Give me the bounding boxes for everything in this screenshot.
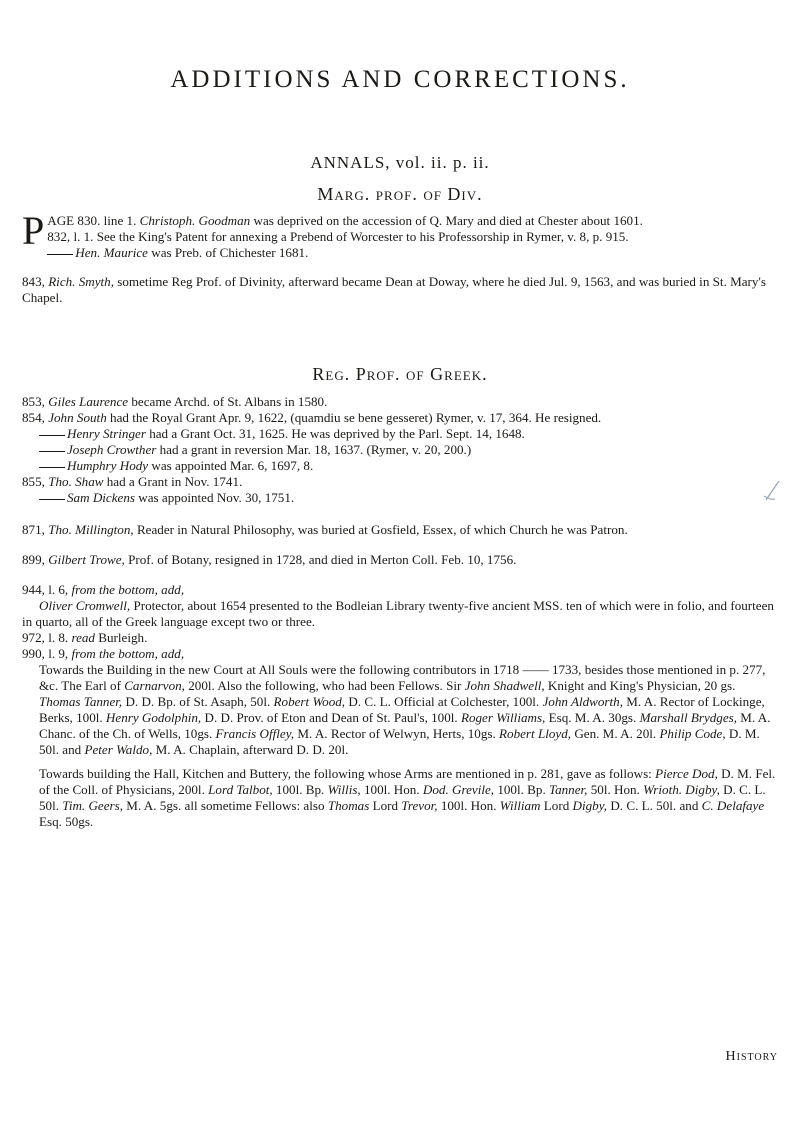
entry-page-843: 843, Rich. Smyth, sometime Reg Prof. of Divinity, afterward became Dean at Doway, where he died Jul. 9, 1563, and was buried in St. Mary's Chapel. <box>22 274 766 305</box>
entry-page-854: 854, John South had the Royal Grant Apr. 9, 1622, (quamdiu se bene gesseret) Rymer, v. 17, 364. He resigned. <box>22 410 602 425</box>
entry-crowther: Joseph Crowther had a grant in reversion Mar. 18, 1637. (Rymer, v. 20, 200.) <box>22 442 780 458</box>
entry-maurice: Hen. Maurice was Preb. of Chichester 1681. <box>22 245 780 261</box>
entry-page-899: 899, Gilbert Trowe, Prof. of Botany, resigned in 1728, and died in Merton Coll. Feb. 10, 1756. <box>22 552 517 567</box>
entry-page-853: 853, Giles Laurence became Archd. of St. Albans in 1580. <box>22 394 328 409</box>
entry-dickens: Sam Dickens was appointed Nov. 30, 1751. <box>22 490 780 506</box>
page-title: ADDITIONS AND CORRECTIONS. <box>170 66 630 93</box>
entry-page-855: 855, Tho. Shaw had a Grant in Nov. 1741. <box>22 474 243 489</box>
entry-hall-kitchen-buttery: Towards building the Hall, Kitchen and Buttery, the following whose Arms are mentioned in p. 281, gave as follows: Pierce Dod, D. M. Fel. of the Coll. of Physicians, 200l. Lord Talbot, 100l. Bp. Willis, 100l. Hon. Dod. Grevile, 100l. Bp. Tanner, 50l. Hon. Wrioth. Digby, D. C. L. 50l. Tim. Geers, M. A. 5gs. all sometime Fellows: also Thomas Lord Trevor, 100l. Hon. William Lord Digby, D. C. L. 50l. and C. Delafaye Esq. 50gs. <box>39 766 776 829</box>
catchword: History <box>725 1049 778 1064</box>
dash-mark <box>47 254 73 255</box>
drop-cap: P <box>22 208 45 253</box>
entry-all-souls-building: Towards the Building in the new Court at All Souls were the following contributors in 1718 —— 1733, besides those mentioned in p. 277, &c. The Earl of Carnarvon, 200l. Also the following, who had been Fellows. Sir John Shadwell, Knight and King's Physician, 20 gs. Thomas Tanner, D. D. Bp. of St. Asaph, 50l. Robert Wood, D. C. L. Official at Colchester, 100l. John Aldworth, M. A. Rector of Lockinge, Berks, 100l. Henry Godolphin, D. D. Prov. of Eton and Dean of St. Paul's, 100l. Roger Williams, Esq. M. A. 30gs. Marshall Brydges, M. A. Chanc. of the Ch. of Wells, 10gs. Francis Offley, M. A. Rector of Welwyn, Herts, 10gs. Robert Lloyd, Gen. M. A. 20l. Philip Code, D. M. 50l. and Peter Waldo, M. A. Chaplain, afterward D. D. 20l. <box>39 662 771 757</box>
marg-section-body <box>22 208 780 306</box>
section-heading-marg-prof-div: Marg. prof. of Div. <box>317 184 483 204</box>
entry-page-830: PAGE 830. line 1. Christoph. Goodman was deprived on the accession of Q. Mary and died at Chester about 1601. <box>22 208 643 253</box>
entry-page-871: 871, Tho. Millington, Reader in Natural Philosophy, was buried at Gosfield, Essex, of which Church he was Patron. <box>22 522 628 537</box>
section-heading-reg-prof-greek: Reg. Prof. of Greek. <box>312 364 488 384</box>
reg-section-body <box>22 394 780 830</box>
entry-page-990: 990, l. 9, from the bottom, add, <box>22 646 185 661</box>
entry-page-972: 972, l. 8. read Burleigh. <box>22 630 148 645</box>
entry-stringer: Henry Stringer had a Grant Oct. 31, 1625. He was deprived by the Parl. Sept. 14, 1648. <box>22 426 780 442</box>
entry-page-944: 944, l. 6, from the bottom, add, Oliver Cromwell, Protector, about 1654 presented to the Bodleian Library twenty-five ancient MSS. ten of which were in folio, and fourteen in quarto, all of the Greek language except two or three. <box>22 582 774 629</box>
margin-ink-mark <box>762 478 782 504</box>
entry-hody: Humphry Hody was appointed Mar. 6, 1697, 8. <box>22 458 780 474</box>
annals-reference: ANNALS, vol. ii. p. ii. <box>310 153 490 172</box>
entry-page-832: 832, l. 1. See the King's Patent for annexing a Prebend of Worcester to his Professorship in Rymer, v. 8, p. 915. <box>47 229 629 244</box>
